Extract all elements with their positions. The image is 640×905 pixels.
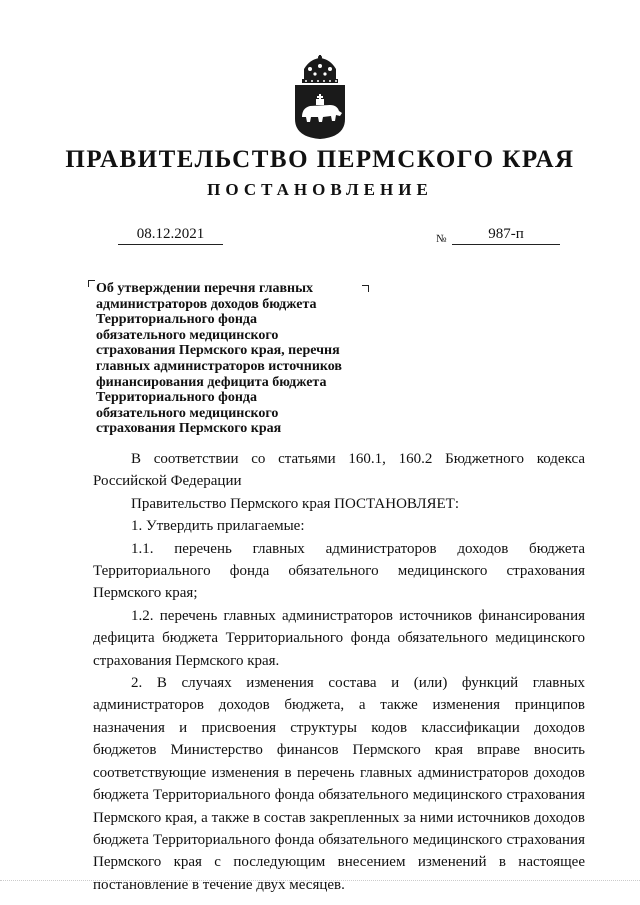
subject-corner-left bbox=[88, 280, 95, 287]
subject-line: Территориального фонда bbox=[96, 390, 257, 406]
government-title: ПРАВИТЕЛЬСТВО ПЕРМСКОГО КРАЯ bbox=[65, 146, 575, 173]
subject-line: Об утверждении перечня главных bbox=[96, 281, 313, 296]
document-date: 08.12.2021 bbox=[118, 226, 223, 245]
subject-line: обязательного медицинского bbox=[96, 405, 279, 421]
document-body bbox=[93, 448, 585, 896]
document-type: ПОСТАНОВЛЕНИЕ bbox=[207, 180, 433, 199]
clause-1-1-paragraph: 1.1. перечень главных администраторов доходов бюджета Территориального фонда обязательного медицинского страхования Пермского края; bbox=[93, 540, 585, 602]
perm-krai-coat-of-arms-icon bbox=[290, 55, 350, 140]
document-number: 987-п bbox=[452, 226, 560, 245]
crown-icon bbox=[302, 55, 338, 83]
resolution-paragraph: Правительство Пермского края ПОСТАНОВЛЯЕТ: bbox=[131, 495, 460, 512]
clause-1-2-paragraph: 1.2. перечень главных администраторов источников финансирования дефицита бюджета Территориального фонда обязательного медицинского страхования Пермского края. bbox=[93, 607, 585, 669]
subject-line: главных администраторов источников bbox=[96, 358, 342, 374]
subject-line: Территориального фонда bbox=[96, 312, 257, 328]
preamble-paragraph: В соответствии со статьями 160.1, 160.2 Бюджетного кодекса Российской Федерации bbox=[93, 451, 585, 490]
shield-icon bbox=[295, 85, 345, 139]
number-sign: № bbox=[436, 233, 447, 245]
subject-line: обязательного медицинского bbox=[96, 327, 279, 343]
subject-line: финансирования дефицита бюджета bbox=[96, 374, 327, 390]
subject-line: страхования Пермского края, перечня bbox=[96, 343, 340, 359]
clause-1-paragraph: 1. Утвердить прилагаемые: bbox=[131, 518, 305, 535]
subject-line: администраторов доходов бюджета bbox=[96, 296, 317, 312]
page-edge-divider bbox=[0, 880, 640, 882]
subject-line: страхования Пермского края bbox=[96, 421, 282, 437]
subject-block bbox=[96, 281, 396, 437]
clause-2-paragraph: 2. В случаях изменения состава и (или) функций главных администраторов доходов бюджета, а также изменения принципов назначения и присвоения структуры кодов классификации доходов бюджетов Министерство финансов Пермского края вправе вносить соответствующие изменения в перечень главных администраторов доходов бюджета Территориального фонда обязательного медицинского страхования Пермского края, а также в состав закрепленных за ними источников доходов бюджета Территориального фонда обязательного медицинского страхования Пермского края с последующим внесением изменений в настоящее постановление в течение двух месяцев. bbox=[93, 675, 585, 893]
